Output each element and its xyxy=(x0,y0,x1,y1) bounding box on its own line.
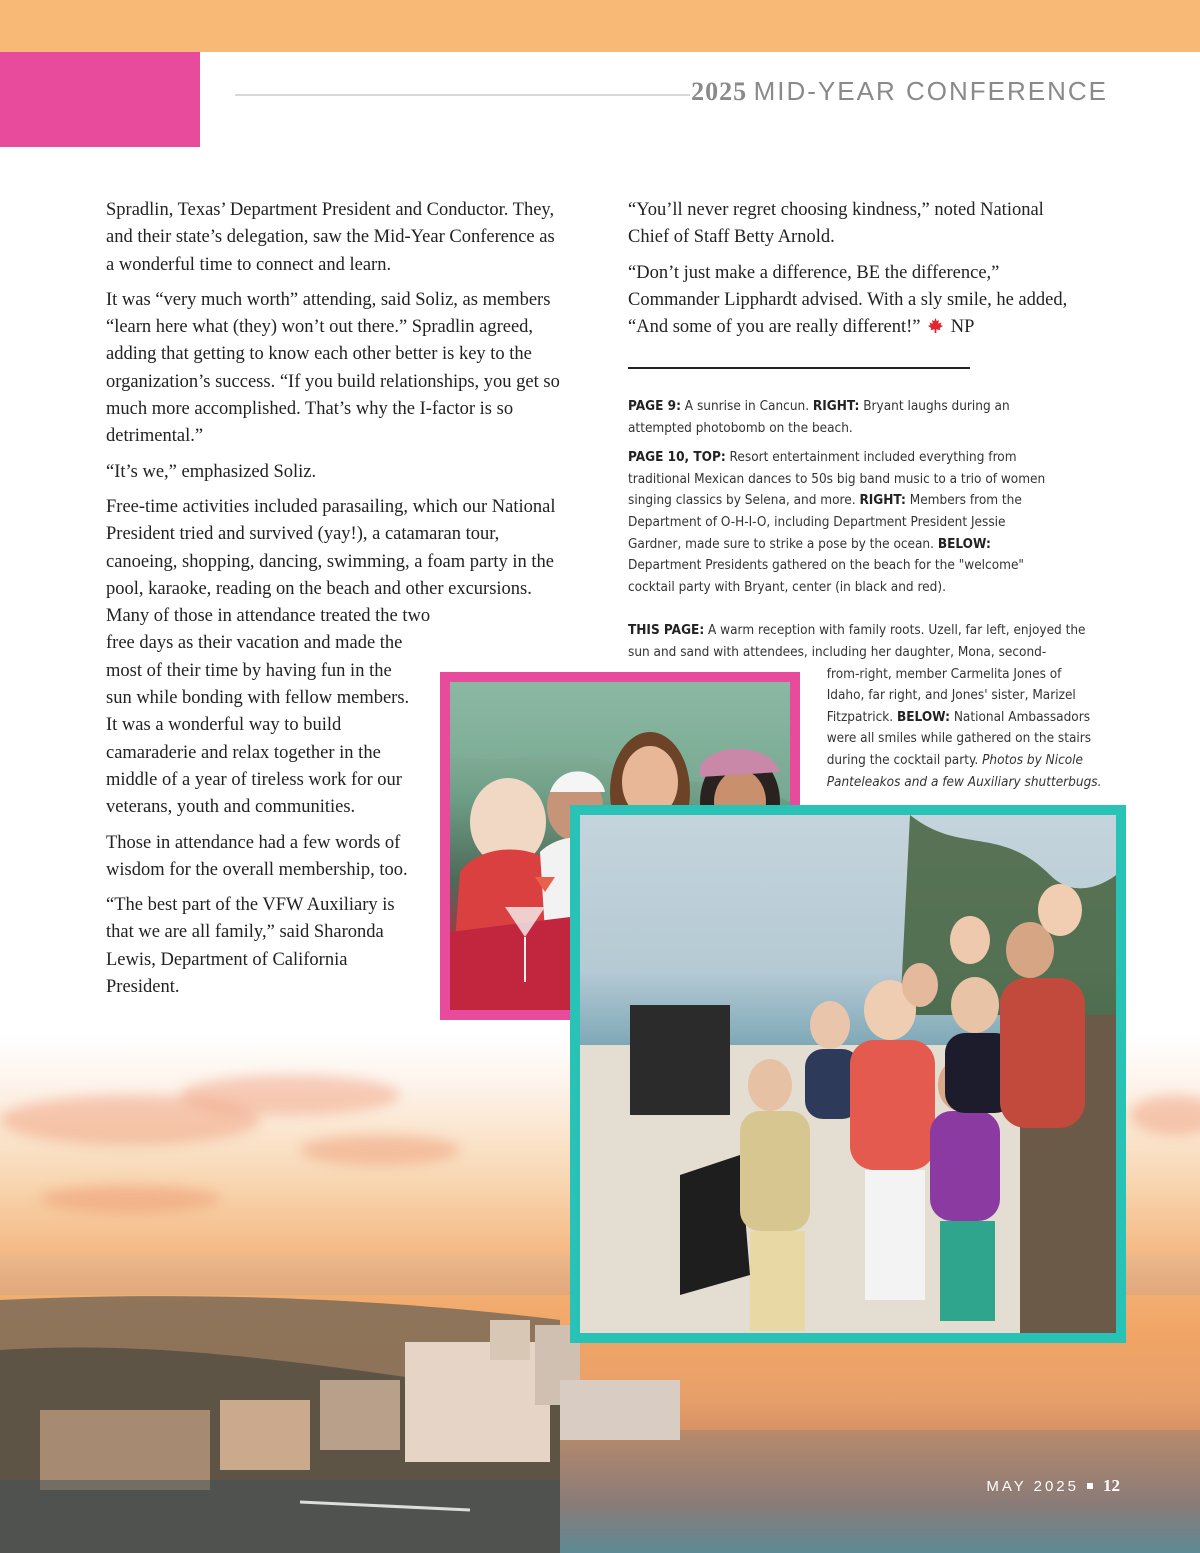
paragraph: “The best part of the VFW Auxiliary is that we are all family,” said Sharonda Lewis, Department of California President. xyxy=(106,895,395,998)
page-footer xyxy=(986,1476,1120,1496)
header-title: MID-YEAR CONFERENCE xyxy=(753,76,1108,106)
page-number: 12 xyxy=(1103,1476,1120,1495)
caption-this-page: THIS PAGE: A warm reception with family roots. Uzell, far left, enjoyed the sun and sand with attendees, including her daughter, Mona, second- xyxy=(628,623,1086,660)
section-divider xyxy=(628,367,970,369)
group-on-stairs-illustration xyxy=(580,815,1116,1333)
end-mark: NP xyxy=(950,317,975,338)
paragraph: free days as their vacation and made the most of their time by having fun in the sun while bonding with fellow members. It was a wonderful way to build camaraderie and relax together in the middle of a year of tireless work for our veterans, youth and communities. xyxy=(106,633,410,818)
top-color-band xyxy=(0,0,1200,52)
issue-date: MAY 2025 xyxy=(986,1478,1079,1495)
paragraph: Those in attendance had a few words of wisdom for the overall membership, too. xyxy=(106,832,408,880)
footer-bullet xyxy=(1087,1483,1093,1489)
quote: “You’ll never regret choosing kindness,” noted National Chief of Staff Betty Arnold. xyxy=(628,200,1044,248)
caption-page9: PAGE 9: A sunrise in Cancun. RIGHT: Bryant laughs during an attempted photobomb on the beach. xyxy=(628,399,1010,436)
paragraph: It was “very much worth” attending, said Soliz, as members “learn here what (they) won’t out there.” Spradlin agreed, adding that getting to know each other better is key to the organization’s success. “If you build relationships, you get so much more accomplished. That’s why the I-factor is so detrimental.” xyxy=(106,289,560,447)
paragraph: Free-time activities included parasailing, which our National President tried and survived (yay!), a catamaran tour, canoeing, shopping, dancing, swimming, a foam party in the pool, karaoke, reading on the beach and other excursions. Many of those in attendance treated the two xyxy=(106,496,556,627)
section-header xyxy=(691,76,1108,107)
maple-leaf-icon xyxy=(927,317,944,334)
paragraph: “It’s we,” emphasized Soliz. xyxy=(106,461,317,482)
paragraph: Spradlin, Texas’ Department President and Conductor. They, and their state’s delegation, saw the Mid-Year Conference as a wonderful time to connect and learn. xyxy=(106,200,555,275)
header-rule xyxy=(235,94,690,96)
caption-this-page-cont: from-right, member Carmelita Jones of Idaho, far right, and Jones' sister, Marizel Fitzpatrick. BELOW: National Ambassadors were all smiles while gathered on the stairs during the cocktail party. Photos by Nicole Panteleakos and a few Auxiliary shutterbugs. xyxy=(826,666,1102,790)
photo-credit: Photos by Nicole Panteleakos and a few Auxiliary shutterbugs. xyxy=(826,752,1102,790)
header-year: 2025 xyxy=(691,77,748,106)
pink-accent-block xyxy=(0,52,200,147)
quote xyxy=(628,260,1088,342)
quote-text: “Don’t just make a difference, BE the difference,” Commander Lipphardt advised. With a sly smile, he added, “And some of you are really different!” xyxy=(628,262,1068,338)
article-right-column xyxy=(628,197,1088,349)
photo-national-ambassadors xyxy=(570,805,1126,1343)
caption-page10: PAGE 10, TOP: Resort entertainment included everything from traditional Mexican dances to 50s big band music to a trio of women singing classics by Selena, and more. RIGHT: Members from the Department of O-H-I-O, including Department President Jessie Gardner, made sure to strike a pose by the ocean. BELOW: Department Presidents gathered on the beach for the "welcome" cocktail party with Bryant, center (in black and red). xyxy=(628,450,1046,595)
